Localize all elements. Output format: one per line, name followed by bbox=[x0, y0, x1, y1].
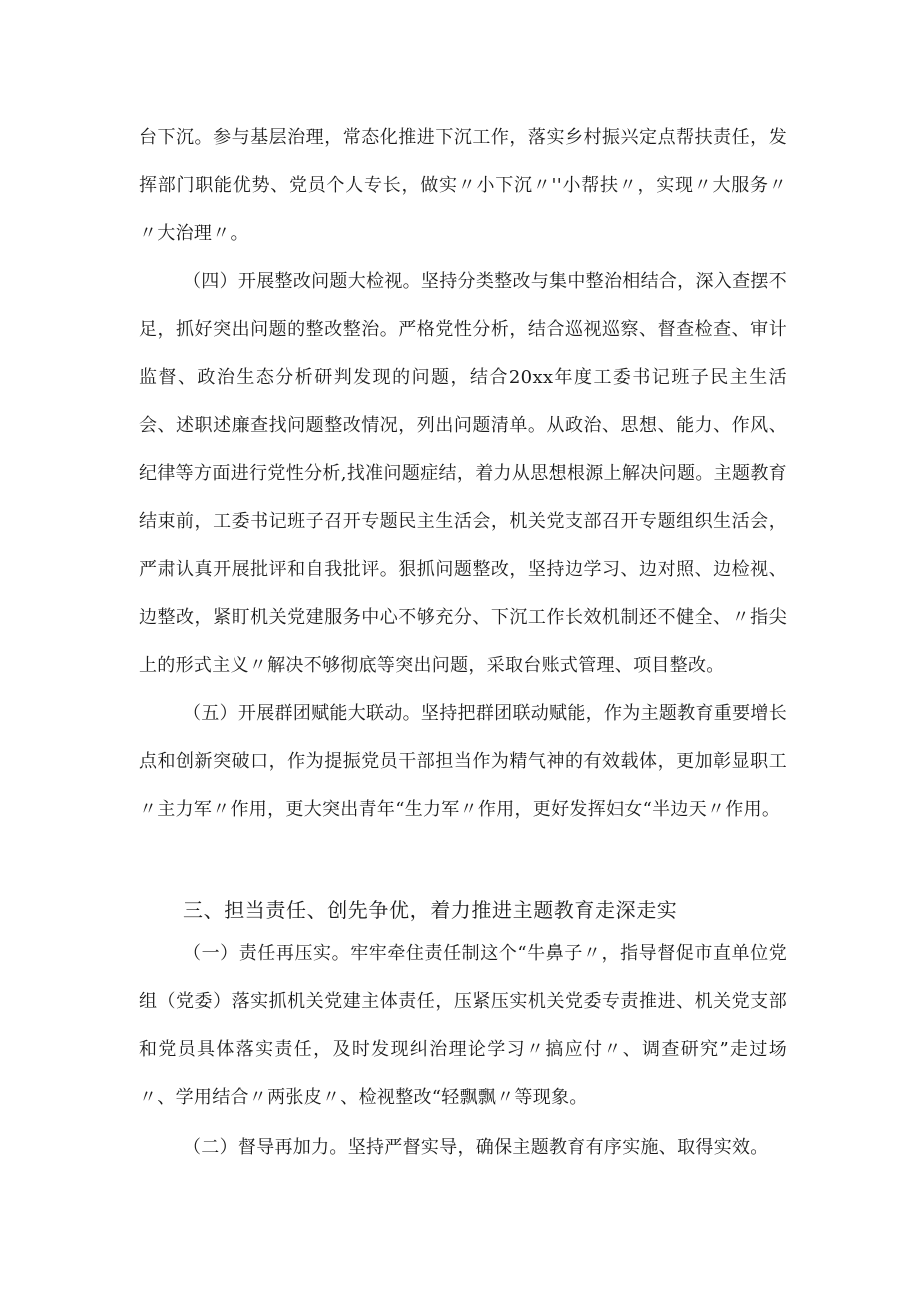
paragraph-subsection-two: （二）督导再加力。坚持严督实导，确保主题教育有序实施、取得实效。 bbox=[183, 1137, 769, 1158]
paragraph-continuation: 台下沉。参与基层治理，常态化推进下沉工作，落实乡村振兴定点帮扶责任，发挥部门职能优势、党员个人专长，做实〃小下沉〃''小帮扶〃，实现〃大服务〃〃大治理〃。 bbox=[139, 127, 787, 244]
paragraph-subsection-one: （一）责任再压实。牢牢牵住责任制这个“牛鼻子〃，指导督促市直单位党组（党委）落实抓机关党建主体责任，压紧压实机关党委专责推进、机关党支部和党员具体落实责任，及时发现纠治理论学习〃搞应付〃、调查研究”走过场〃、学用结合〃两张皮〃、检视整改“轻飘飘〃等现象。 bbox=[139, 943, 787, 1108]
paragraph-section-five: （五）开展群团赋能大联动。坚持把群团联动赋能，作为主题教育重要增长点和创新突破口，作为提振党员干部担当作为精气神的有效载体，更加彰显职工〃主力军〃作用，更大突出青年“生力军〃作用，更好发挥妇女“半边天〃作用。 bbox=[139, 703, 787, 820]
paragraph-section-four: （四）开展整改问题大检视。坚持分类整改与集中整治相结合，深入查摆不足，抓好突出问题的整改整治。严格党性分析，结合巡视巡察、督查检查、审计监督、政治生态分析研判发现的问题，结合20xx年度工委书记班子民主生活会、述职述廉查找问题整改情况，列出问题清单。从政治、思想、能力、作风、纪律等方面进行党性分析,找准问题症结，着力从思想根源上解决问题。主题教育结束前，工委书记班子召开专题民主生活会，机关党支部召开专题组织生活会，严肃认真开展批评和自我批评。狠抓问题整改，坚持边学习、边对照、边检视、边整改，紧盯机关党建服务中心不够充分、下沉工作长效机制还不健全、〃指尖上的形式主义〃解决不够彻底等突出问题，采取台账式管理、项目整改。 bbox=[139, 271, 787, 676]
section-heading-three: 三、担当责任、创先争优，着力推进主题教育走深走实 bbox=[183, 898, 678, 922]
